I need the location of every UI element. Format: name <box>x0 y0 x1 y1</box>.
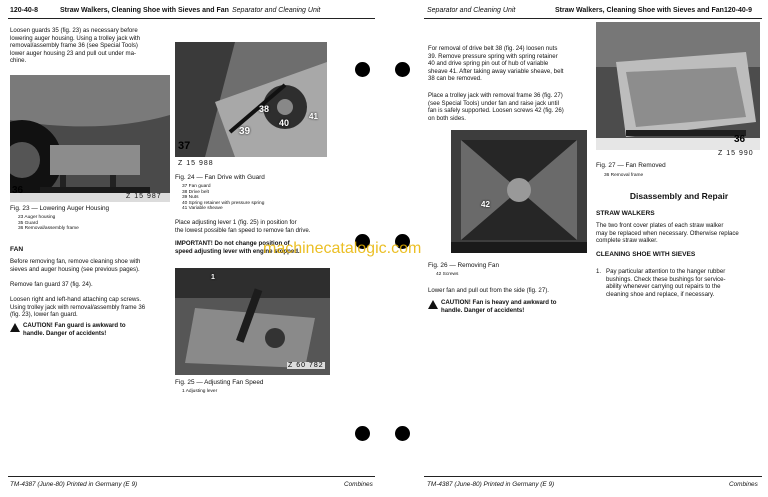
binder-hole <box>395 62 410 77</box>
fig25-photo <box>175 268 330 375</box>
binder-hole <box>355 62 370 77</box>
fig25-label-1: 1 <box>211 274 215 281</box>
fig23-photo <box>10 75 170 202</box>
fan-heavy-caution <box>428 299 556 314</box>
fig25-legend: 1 Adjusting lever <box>182 389 218 394</box>
fig24-label-41: 41 <box>309 112 318 121</box>
fan-heading: FAN <box>10 246 24 253</box>
warning-icon <box>10 323 20 332</box>
fig26-caption: Fig. 26 — Removing Fan <box>428 262 500 269</box>
fig26-legend: 42 Screws <box>436 272 459 277</box>
fig23-label-36: 36 <box>12 185 24 196</box>
cleaning-shoe-item-text: Pay particular attention to the hanger rubber bushings. Check these bushings for service- ability whenever carrying out repairs to the cleaning shoe and replace, if necessary. <box>606 268 726 298</box>
fig25-caption: Fig. 25 — Adjusting Fan Speed <box>175 379 264 386</box>
left-header-section: Separator and Cleaning Unit <box>232 7 321 14</box>
fig27-label-36: 36 <box>734 134 746 145</box>
right-paragraph-2: Place a trolley jack with removal frame 36 (fig. 27) (see Special Tools) under fan and raise jack until fan is safely supported. Loosen screws 42 (fig. 26) on both sides. <box>428 92 564 122</box>
binder-hole <box>355 426 370 441</box>
place-lever-text: Place adjusting lever 1 (fig. 25) in position for the lowest possible fan speed to remove fan drive. <box>175 219 311 234</box>
fig24-label-40: 40 <box>279 118 290 128</box>
straw-walkers-heading: STRAW WALKERS <box>596 210 655 217</box>
fig24-legend: 37 Fan guard 38 Drive belt 39 Nuts 40 Spring retainer with pressure spring 41 Variable sheave <box>182 184 265 212</box>
binder-hole <box>395 426 410 441</box>
fig27-code: Z 15 990 <box>718 150 754 157</box>
disassembly-repair-title: Disassembly and Repair <box>629 191 729 201</box>
fig24-code: Z 15 988 <box>178 160 214 167</box>
fig23-caption: Fig. 23 — Lowering Auger Housing <box>10 205 110 212</box>
left-page-number: 120-40-8 <box>10 7 39 14</box>
fan-paragraph-3: Loosen right and left-hand attaching cap screws. Using trolley jack with removal/assembly frame 36 (fig. 23), lower fan guard. <box>10 296 146 319</box>
important-note: IMPORTANT! Do not change position of speed adjusting lever with engine stopped. <box>175 240 300 255</box>
fig26-photo <box>451 130 587 253</box>
straw-walkers-text: The two front cover plates of each straw walker may be replaced when necessary. Otherwise replace complete straw walker. <box>596 222 739 245</box>
fig25-code: Z 60 782 <box>288 362 324 369</box>
right-page-number: 120-40-9 <box>724 7 753 14</box>
fan-guard-caution-text: CAUTION! Fan guard is awkward to handle. Danger of accidents! <box>23 322 126 337</box>
warning-icon <box>428 300 438 309</box>
fig27-legend: 36 Removal frame <box>604 173 644 178</box>
left-header-title: Straw Walkers, Cleaning Shoe with Sieves and Fan <box>60 7 229 14</box>
cleaning-shoe-heading: CLEANING SHOE WITH SIEVES <box>596 251 696 258</box>
fig24-label-39: 39 <box>239 126 251 137</box>
fig24-caption: Fig. 24 — Fan Drive with Guard <box>175 174 265 181</box>
right-header-section: Separator and Cleaning Unit <box>427 7 516 14</box>
right-footer-rule <box>424 476 762 477</box>
fig24-label-37: 37 <box>178 140 191 152</box>
fig23-legend: 23 Auger housing 35 Guard 36 Removal/assembly frame <box>18 215 79 232</box>
fig27-photo <box>596 22 760 150</box>
fig26-label-42: 42 <box>481 200 490 209</box>
left-footer-rule <box>8 476 375 477</box>
right-footer-text: TM-4387 (June-80) Printed in Germany (E 9) <box>427 481 555 488</box>
fig24-photo <box>175 42 327 157</box>
watermark-text: machinecatalogic.com <box>263 240 422 257</box>
right-header-title: Straw Walkers, Cleaning Shoe with Sieves and Fan <box>555 7 724 14</box>
fan-paragraph-2: Remove fan guard 37 (fig. 24). <box>10 281 93 288</box>
cleaning-shoe-item-number: 1. <box>596 268 602 275</box>
left-footer-text: TM-4387 (June-80) Printed in Germany (E 9) <box>10 481 138 488</box>
fan-heavy-caution-text: CAUTION! Fan is heavy and awkward to handle. Danger of accidents! <box>441 299 557 314</box>
right-header-rule <box>424 18 762 19</box>
left-footer-right: Combines <box>344 481 373 488</box>
fan-guard-caution <box>10 322 126 337</box>
fan-paragraph-1: Before removing fan, remove cleaning shoe with sieves and auger housing (see previous pages). <box>10 258 141 273</box>
left-header-rule <box>8 18 375 19</box>
fig24-label-38: 38 <box>259 104 270 114</box>
right-paragraph-3: Lower fan and pull out from the side (fig. 27). <box>428 287 549 294</box>
fig27-caption: Fig. 27 — Fan Removed <box>596 162 666 169</box>
right-footer-right: Combines <box>729 481 758 488</box>
right-paragraph-1: For removal of drive belt 38 (fig. 24) loosen nuts 39. Remove pressure spring with spring retainer 40 and drive spring pin out of hub of variable sheave 41. After taking away variable sheave, belt 38 can be removed. <box>428 45 564 83</box>
left-intro-text: Loosen guards 35 (fig. 23) as necessary before lowering auger housing. Using a trolley jack with removal/assembly frame 36 (see Special Tools) lower auger housing 23 and pull out under ma- chine. <box>10 27 141 65</box>
fig23-code: Z 15 987 <box>126 193 162 200</box>
